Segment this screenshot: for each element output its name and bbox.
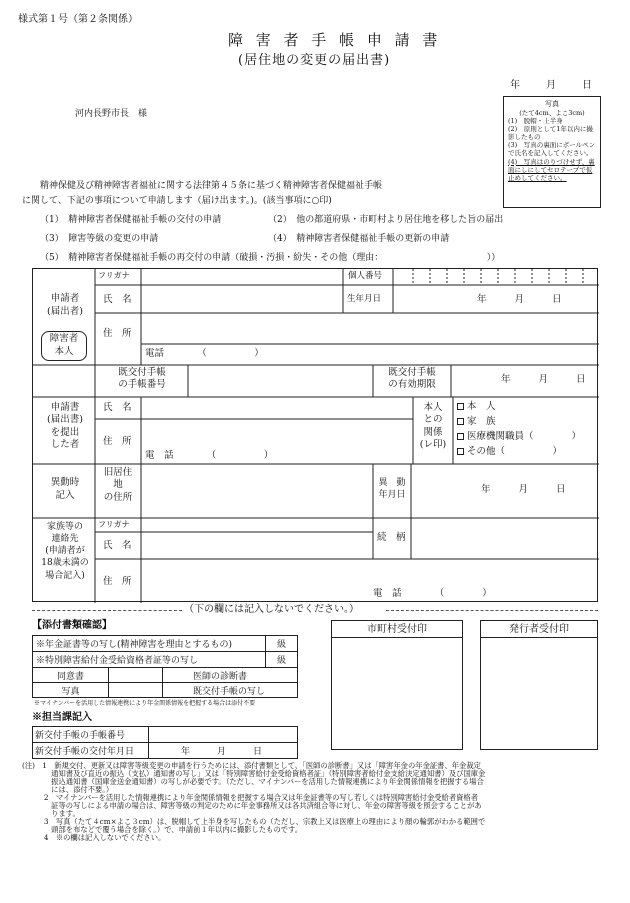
attach-photo-check[interactable]	[109, 683, 163, 698]
attach-consent-check[interactable]	[109, 668, 163, 683]
attach-photo: 写真	[33, 683, 109, 698]
staff-title: ※担当課記入	[32, 712, 92, 723]
form-number: 様式第１号（第２条関係）	[18, 14, 138, 25]
attach-table	[32, 635, 298, 698]
new-book-number-value[interactable]	[149, 727, 298, 743]
photo-line: (4) 写真はのりづけせず、裏面にしにしてセロテープで仮止めしてください。	[508, 157, 595, 182]
note-line: 通知書及び直近の振込（支払）通知書の写し」又は「特別障害給付金受給資格者証」（特別障害者給付金支給決定通知書）及び国庫金	[22, 769, 486, 779]
issued-expiry-value[interactable]: 年 月 日	[501, 374, 589, 385]
family-relation-label: 続 柄	[377, 532, 406, 543]
photo-line: (たて4cm、よこ3cm)	[519, 108, 585, 117]
photo-line: (2) 原則として1年以内に撮影したもの	[508, 125, 593, 142]
relation-option-self[interactable]: 本 人	[457, 402, 496, 412]
family-address-label: 住 所	[103, 576, 132, 587]
moving-date-value[interactable]: 年 月 日	[481, 484, 569, 495]
family-address-input[interactable]	[143, 561, 597, 583]
old-address-label: 旧居住 地 の住所	[103, 467, 133, 503]
addressee: 河内長野市長 様	[75, 109, 148, 119]
moving-section-label: 異動時 記入	[50, 477, 80, 501]
family-relation-input[interactable]	[413, 520, 597, 558]
self-label: 障害者 本人	[41, 331, 87, 361]
family-furigana-input[interactable]	[143, 520, 371, 531]
family-section-label: 家族等の 連絡先 (申請者が 18歳未満の 場合記入)	[41, 522, 89, 581]
new-book-number-label: 新交付手帳の手帳番号	[33, 727, 149, 743]
birth-date-label: 生年月日	[347, 294, 382, 304]
submitter-name-label: 氏 名	[103, 402, 132, 413]
main-form-table	[32, 268, 598, 602]
applicant-name-input[interactable]	[143, 287, 341, 311]
kojin-number-input[interactable]	[395, 270, 597, 284]
checkbox-icon[interactable]	[457, 448, 464, 455]
relation-label: 本人 との 関係 (レ印)	[419, 402, 447, 451]
item-3[interactable]: （3） 障害等級の変更の申請	[40, 234, 159, 244]
issued-number-label: 既交付手帳 の手帳番号	[118, 367, 166, 391]
note-line: 振込通知書（国庫金送金通知書）の写しが必要です。（ただし、マイナンバーを活用した情報連携により年金関係情報を把握する場合	[22, 777, 484, 787]
note-line: 2 マイナンバーを活用した情報連携により年金関係情報を把握する場合又は年金証書等の写し若しくは特別障害給付金受給者資格者	[22, 793, 479, 803]
birth-date-value[interactable]: 年 月 日	[477, 294, 565, 305]
applicant-section-label: 申請者 (届出者)	[47, 293, 83, 317]
relation-option-other[interactable]: その他（ ）	[457, 447, 562, 457]
issuer-stamp-label: 発行者受付印	[481, 621, 597, 638]
issuer-stamp-box	[480, 620, 598, 750]
submitter-section-label: 申請書 (届出書) を提出 した者	[47, 402, 83, 451]
applicant-phone[interactable]: 電話 （ ）	[145, 348, 264, 359]
applicant-name-label: 氏 名	[103, 294, 132, 305]
notes-block	[22, 762, 612, 842]
relation-option-medical[interactable]: 医療機関職員（ ）	[457, 432, 581, 442]
page-subtitle: (居住地の変更の届出書)	[238, 53, 391, 68]
new-book-date-label: 新交付手帳の交付年月日	[33, 743, 149, 759]
photo-box	[503, 96, 601, 208]
attach-note: ※マイナンバーを活用した情報連携により年金関係情報を把握する場合は添付不要	[34, 700, 256, 707]
divider-line-right	[386, 610, 598, 611]
attach-consent: 同意書	[33, 668, 109, 683]
note-line: 3 写真（たて４cm×よこ３cm）は、脱帽して上半身を写したもの（ただし、宗教上又は医療上の理由により顔の輪郭がわかる範囲で	[22, 817, 486, 827]
new-book-date-value[interactable]: 年 月 日	[149, 743, 298, 759]
attach-title: 【添付書類確認】	[32, 620, 112, 631]
intro-line-2: に関して、下記の事項について申請します（届け出ます。)。(該当事項に○印)	[22, 196, 332, 206]
attach-grade-1[interactable]: 級	[266, 636, 298, 652]
note-line: ります。	[22, 809, 80, 819]
attach-row-special: ※特別障害給付金受給資格者証等の写し	[33, 652, 266, 668]
furigana-label: フリガナ	[98, 271, 130, 280]
city-stamp-box	[331, 620, 463, 750]
note-line: には、添付不要。）	[22, 785, 114, 795]
checkbox-icon[interactable]	[457, 418, 464, 425]
divider-line-left	[32, 610, 182, 611]
submitter-name-input[interactable]	[143, 399, 411, 417]
photo-line: (3) 写真の裏面にボールペンで氏名を記入してください。	[508, 141, 596, 158]
family-furigana-label: フリガナ	[98, 520, 130, 529]
attach-row-pension: ※年金証書等の写し(精神障害を理由とするもの)	[33, 636, 266, 652]
note-line: 頭部を布などで覆う場合を除く。）で、申請前１年以内に撮影したものです。	[22, 825, 303, 835]
item-1[interactable]: （1） 精神障害者保健福祉手帳の交付の申請	[40, 215, 222, 225]
applicant-address-input[interactable]	[143, 315, 597, 342]
note-line: (注) 1 新規交付、更新又は障害等級変更の申請を行うためには、添付書類として、「医師の診断書」又は「障害年金の年金証書、年金裁定	[22, 761, 481, 770]
note-line: 4 ※の欄は記入しないでください。	[22, 833, 166, 843]
moving-date-label: 異 動 年月日	[378, 478, 406, 501]
applicant-address-label: 住 所	[103, 328, 132, 339]
relation-option-family[interactable]: 家 族	[457, 417, 496, 427]
submitter-phone[interactable]: 電 話 （ ）	[145, 450, 274, 461]
page-title: 障 害 者 手 帳 申 請 書	[228, 31, 442, 49]
attach-diagnosis: 医師の診断書	[163, 668, 298, 683]
applicant-furigana-input[interactable]	[143, 270, 341, 284]
note-line: 証等の写しによる申請の場合は、障害等級の判定のために年金事務所又は各共済組合等に対し、年金の障害等級を照会することがあ	[22, 801, 482, 811]
attach-old-book: 既交付手帳の写し	[163, 683, 298, 698]
family-phone[interactable]: 電 話 （ ）	[373, 588, 492, 599]
attach-grade-2[interactable]: 級	[266, 652, 298, 668]
item-5[interactable]: （5） 精神障害者保健福祉手帳の再交付の申請（破損・汚損・紛失・その他（理由： ））	[40, 253, 501, 263]
office-use-divider: （下の欄には記入しないでください。）	[184, 604, 359, 615]
intro-line-1: 精神保健及び精神障害者福祉に関する法律第４５条に基づく精神障害者保健福祉手帳	[40, 181, 383, 191]
old-address-input[interactable]	[143, 466, 371, 516]
staff-table	[32, 726, 298, 759]
family-name-input[interactable]	[143, 534, 371, 558]
checkbox-icon[interactable]	[457, 403, 464, 410]
photo-line: (1) 脱帽・上半身	[508, 116, 563, 125]
kojin-number-label: 個人番号	[348, 271, 383, 281]
checkbox-icon[interactable]	[457, 433, 464, 440]
submitter-address-label: 住 所	[103, 436, 132, 447]
family-name-label: 氏 名	[103, 540, 132, 551]
city-stamp-label: 市町村受付印	[332, 621, 462, 638]
issued-number-input[interactable]	[190, 367, 371, 395]
application-date: 年 月 日	[510, 80, 594, 91]
issued-expiry-label: 既交付手帳 の有効期限	[388, 367, 436, 391]
photo-title: 写真	[545, 100, 559, 108]
item-2[interactable]: （2） 他の都道府県・市町村より居住地を移した旨の届出	[268, 215, 504, 225]
item-4[interactable]: （4） 精神障害者保健福祉手帳の更新の申請	[268, 234, 450, 244]
